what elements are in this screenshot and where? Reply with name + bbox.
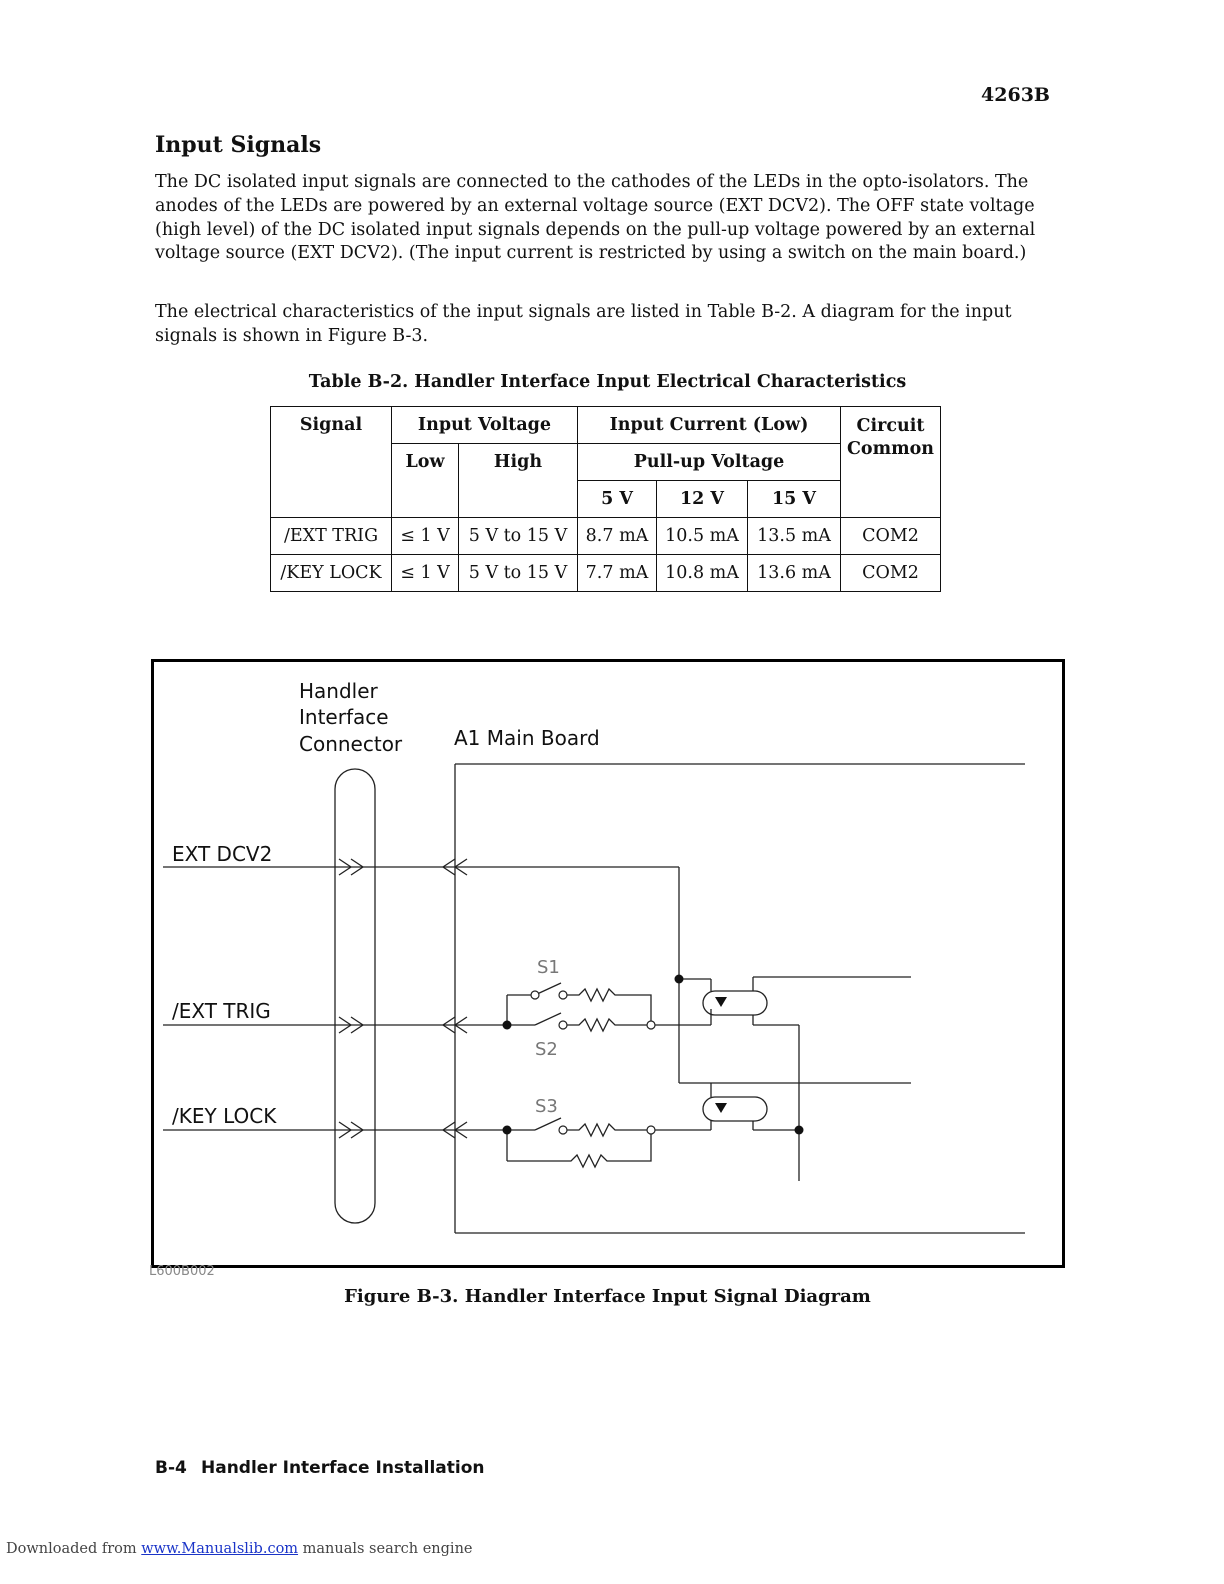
- header-input-current: Input Current (Low): [578, 407, 841, 444]
- paragraph-input-signals: The DC isolated input signals are connected to the cathodes of the LEDs in the opto-isolators. The anodes of the LEDs are powered by an external voltage source (EXT DCV2). The OFF state voltage (high level) of the DC isolated input signals depends on the pull-up voltage powered by an external voltage source (EXT DCV2). (The input current is restricted by using a switch on the main board.): [155, 172, 1036, 264]
- connector-label-line3: Connector: [299, 732, 403, 756]
- figure-code: L600B002: [149, 1264, 215, 1279]
- switch-label-s2: S2: [535, 1039, 558, 1060]
- connector-label-line1: Handler: [299, 679, 378, 703]
- header-12v: 12 V: [657, 481, 748, 518]
- signal-label-ext-trig: /EXT TRIG: [172, 999, 271, 1023]
- header-signal: Signal: [271, 407, 392, 518]
- cell-signal: /EXT TRIG: [271, 518, 392, 555]
- cell-low: ≤ 1 V: [392, 518, 459, 555]
- cell-current-15v: 13.6 mA: [748, 555, 841, 592]
- footer-title: Handler Interface Installation: [201, 1458, 485, 1478]
- cell-high: 5 V to 15 V: [459, 518, 578, 555]
- table-caption: Table B-2. Handler Interface Input Electrical Characteristics: [308, 372, 907, 392]
- header-15v: 15 V: [748, 481, 841, 518]
- cell-current-12v: 10.8 mA: [657, 555, 748, 592]
- board-label: A1 Main Board: [454, 726, 600, 750]
- connector-body: [335, 769, 375, 1223]
- connector-label-line2: Interface: [299, 705, 389, 729]
- cell-high: 5 V to 15 V: [459, 555, 578, 592]
- paragraph-characteristics: The electrical characteristics of the input signals are listed in Table B-2. A diagram for the input signals is shown in Figure B-3.: [155, 302, 1012, 346]
- cell-common: COM2: [841, 518, 941, 555]
- input-characteristics-table: [270, 406, 941, 592]
- cell-current-5v: 8.7 mA: [578, 518, 657, 555]
- manualslib-link[interactable]: www.Manualslib.com: [141, 1541, 299, 1557]
- input-signal-diagram: [151, 659, 1065, 1268]
- download-prefix: Downloaded from: [6, 1541, 142, 1557]
- cell-current-15v: 13.5 mA: [748, 518, 841, 555]
- header-input-voltage: Input Voltage: [392, 407, 578, 444]
- table-row: [271, 518, 941, 555]
- signal-label-key-lock: /KEY LOCK: [172, 1104, 277, 1128]
- switch-label-s1: S1: [537, 957, 560, 978]
- cell-current-12v: 10.5 mA: [657, 518, 748, 555]
- figure-caption: Figure B-3. Handler Interface Input Signal Diagram: [344, 1286, 871, 1307]
- switch-label-s3: S3: [535, 1096, 558, 1117]
- header-pullup-voltage: Pull-up Voltage: [578, 444, 841, 481]
- table-row: [271, 555, 941, 592]
- cell-low: ≤ 1 V: [392, 555, 459, 592]
- cell-common: COM2: [841, 555, 941, 592]
- header-high: High: [459, 444, 578, 518]
- model-number: 4263B: [981, 84, 1050, 106]
- page-number: B-4: [155, 1458, 187, 1478]
- cell-signal: /KEY LOCK: [271, 555, 392, 592]
- download-suffix: manuals search engine: [298, 1541, 473, 1557]
- cell-current-5v: 7.7 mA: [578, 555, 657, 592]
- download-notice: [6, 1541, 473, 1557]
- header-5v: 5 V: [578, 481, 657, 518]
- signal-label-ext-dcv2: EXT DCV2: [172, 842, 273, 866]
- header-circuit-common: Circuit Common: [841, 407, 941, 518]
- header-low: Low: [392, 444, 459, 518]
- section-heading: Input Signals: [155, 132, 322, 158]
